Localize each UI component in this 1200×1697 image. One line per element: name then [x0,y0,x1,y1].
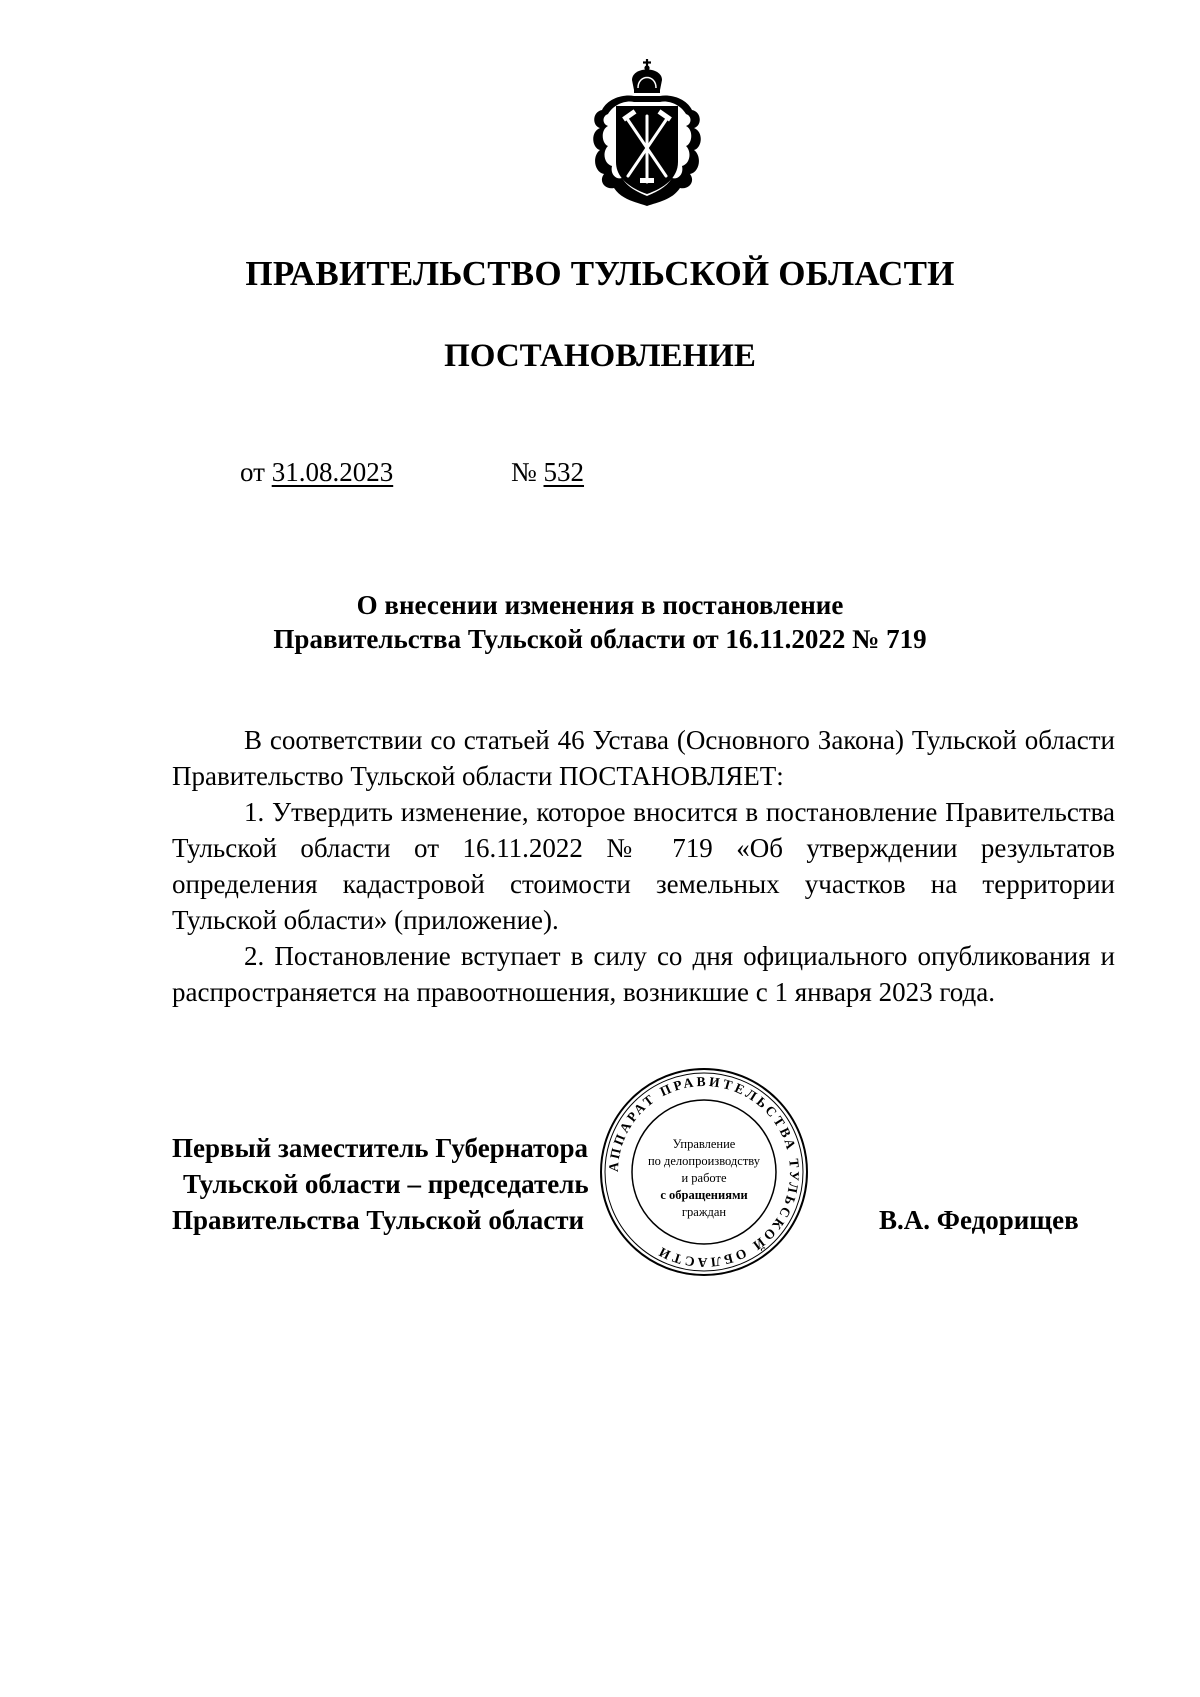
crown-icon [632,59,662,93]
preamble-paragraph: В соответствии со статьей 46 Устава (Основного Закона) Тульской области Правительство Тульской области ПОСТАНОВЛЯЕТ: [172,725,1115,791]
document-date [240,457,393,488]
number-value: 532 [543,457,585,487]
seal-center-line-2: по делопроизводству [647,1154,761,1168]
item-2-paragraph: 2. Постановление вступает в силу со дня официального опубликования и распространяется на правоотношения, возникшие с 1 января 2023 года. [172,941,1115,1007]
item-1-paragraph: 1. Утвердить изменение, которое вносится в постановление Правительства Тульской области от 16.11.2022 № 719 «Об утверждении результатов определения кадастровой стоимости земельных участков на территории Тульской области» (приложение). [172,797,1115,935]
number-prefix: № [511,457,537,487]
signatory-position-line-2: Тульской области – председатель [183,1169,589,1199]
document-body [172,722,1115,1010]
subject-line-2: Правительства Тульской области от 16.11.2022 № 719 [273,624,927,654]
seal-center-line-3: и работе [681,1171,727,1185]
seal-ring-text: АППАРАТ ПРАВИТЕЛЬСТВА ТУЛЬСКОЙ ОБЛАСТИ [605,1073,803,1271]
seal-center-line-5: граждан [681,1205,727,1219]
signatory-position-line-1: Первый заместитель Губернатора [172,1133,588,1163]
date-value: 31.08.2023 [271,457,394,487]
document-type-title: ПОСТАНОВЛЕНИЕ [444,338,756,374]
organization-title: ПРАВИТЕЛЬСТВО ТУЛЬСКОЙ ОБЛАСТИ [245,254,955,293]
seal-center-line-4: с обращениями [660,1188,748,1202]
date-prefix: от [240,457,265,487]
document-subject [0,588,1200,656]
document-number [511,457,584,488]
subject-line-1: О внесении изменения в постановление [356,590,844,620]
signatory-name: В.А. Федорищев [879,1205,1079,1235]
seal-center-line-1: Управление [672,1137,736,1151]
official-seal [598,1066,810,1278]
coat-of-arms-icon [588,58,706,210]
signatory-position-line-3: Правительства Тульской области [172,1205,585,1235]
